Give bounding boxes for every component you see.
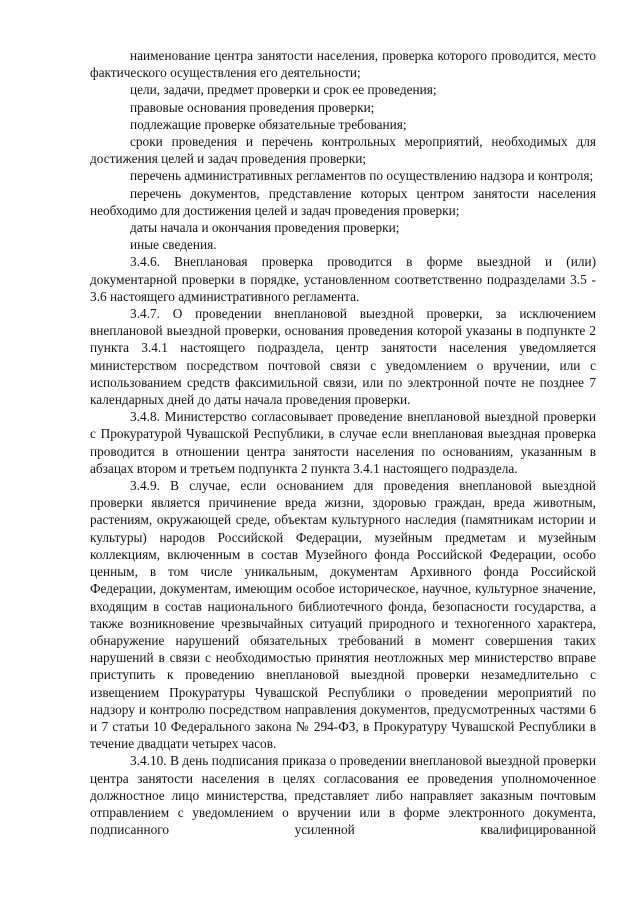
- paragraph-mandatory-requirements: подлежащие проверке обязательные требования;: [130, 116, 407, 132]
- paragraph-documents-list: перечень документов, представление которых центром занятости населения необходимо для достижения целей и задач проведения проверки;: [90, 185, 596, 218]
- paragraph-3-4-9: 3.4.9. В случае, если основанием для проведения внеплановой выездной проверки является причинение вреда жизни, здоровью граждан, вреда животным, растениям, окружающей среде, объектам культурного наследия (памятникам истории и культуры) народов Российской Федерации, музейным предметам и музейным коллекциям, включенным в состав Музейного фонда Российской Федерации, особо ценным, в том числе уникальным, документам Архивного фонда Российской Федерации, документам, имеющим особое историческое, научное, культурное значение, входящим в состав национального библиотечного фонда, безопасности государства, а также возникновение чрезвычайных ситуаций природного и техногенного характера, обнаружение нарушений обязательных требований в момент совершения таких нарушений в связи с необходимостью принятия неотложных мер министерство вправе приступить к проведению внеплановой выездной проверки незамедлительно с извещением Прокуратуры Чувашской Республики о проведении мероприятий по надзору и контролю посредством направления документов, предусмотренных частями 6 и 7 статьи 10 Федерального закона № 294-ФЗ, в Прокуратуру Чувашской Республики в течение двадцати четырех часов.: [90, 478, 596, 752]
- paragraph-3-4-10: 3.4.10. В день подписания приказа о проведении внеплановой выездной проверки центра занятости населения в целях согласования ее проведения уполномоченное должностное лицо министерства, представляет либо направляет заказным почтовым отправлением с уведомлением о вручении или в форме электронного документа, подписанного усиленной квалифицированной: [90, 753, 596, 838]
- paragraph-goals-tasks: цели, задачи, предмет проверки и срок ее проведения;: [130, 82, 437, 98]
- paragraph-start-end-dates: даты начала и окончания проведения проверки;: [130, 220, 400, 236]
- paragraph-legal-grounds: правовые основания проведения проверки;: [130, 99, 375, 115]
- paragraph-3-4-6: 3.4.6. Внеплановая проверка проводится в форме выездной и (или) документарной проверки в порядке, установленном соответственно подразделами 3.5 - 3.6 настоящего административного регламента.: [90, 254, 596, 304]
- paragraph-admin-regulations: перечень административных регламентов по осуществлению надзора и контроля;: [130, 168, 594, 184]
- document-page: [90, 47, 596, 838]
- paragraph-3-4-8: 3.4.8. Министерство согласовывает проведение внеплановой выездной проверки с Прокуратурой Чувашской Республики, в случае если внеплановая выездная проверка проводится в отношении центра занятости населения по основаниям, указанным в абзацах втором и третьем подпункта 2 пункта 3.4.1 настоящего подраздела.: [90, 409, 596, 476]
- paragraph-other-info: иные сведения.: [130, 237, 217, 253]
- paragraph-inspected-center-name: наименование центра занятости населения, проверка которого проводится, место фактического осуществления его деятельности;: [90, 48, 596, 81]
- paragraph-terms-and-measures: сроки проведения и перечень контрольных мероприятий, необходимых для достижения целей и задач проведения проверки;: [90, 134, 596, 167]
- paragraph-3-4-7: 3.4.7. О проведении внеплановой выездной проверки, за исключением внеплановой выездной проверки, основания проведения которой указаны в подпункте 2 пункта 3.4.1 настоящего подраздела, центр занятости населения уведомляется министерством посредством почтовой связи с уведомлением о вручении, или с использованием средств факсимильной связи, или по электронной почте не позднее 7 календарных дней до даты начала проведения проверки.: [90, 306, 596, 408]
